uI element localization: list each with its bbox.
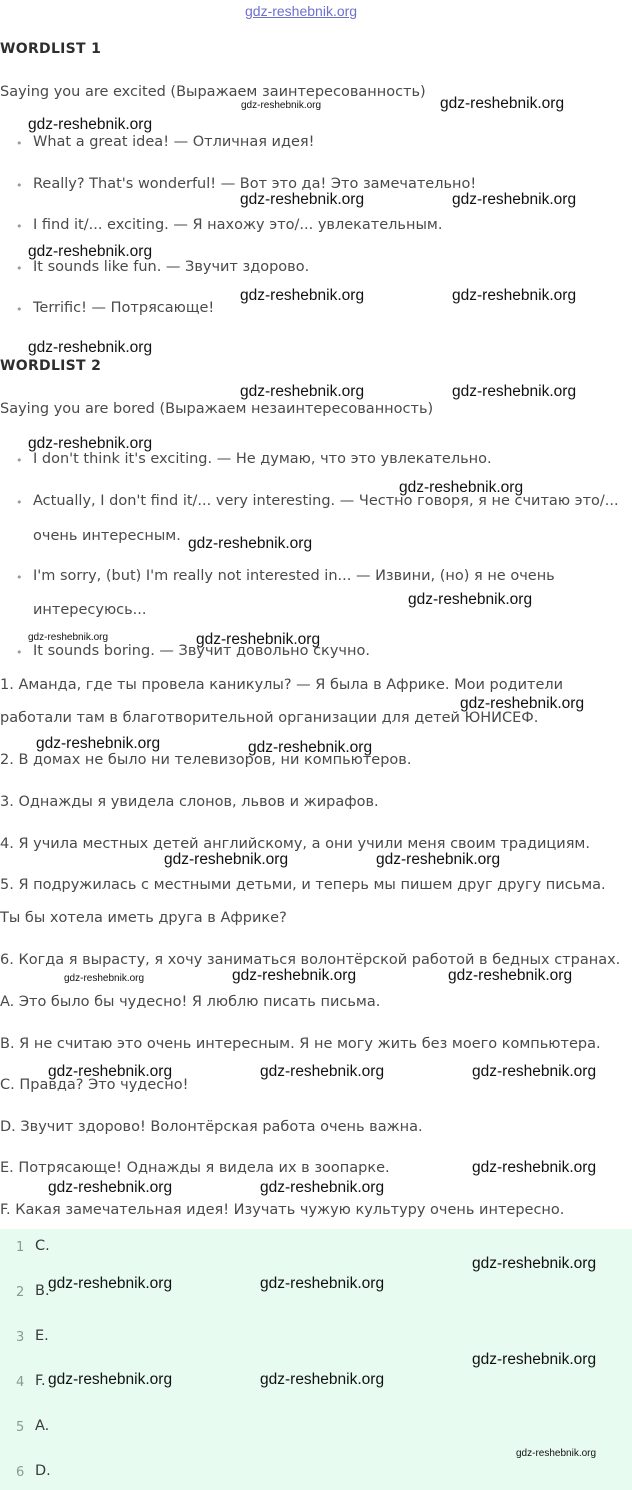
watermark: gdz-reshebnik.org	[260, 1063, 385, 1080]
wordlist2-item-continuation: интересуюсь...	[33, 602, 147, 618]
dialogue-line: 3. Однажды я увидела слонов, львов и жирафов.	[0, 794, 379, 810]
watermark: gdz-reshebnik.org	[472, 1351, 597, 1368]
option-f: F. Какая замечательная идея! Изучать чужую культуру очень интересно.	[0, 1202, 565, 1218]
wordlist2-item: • It sounds boring. — Звучит довольно скучно.	[16, 643, 370, 659]
option-a: A. Это было бы чудесно! Я люблю писать письма.	[0, 994, 381, 1010]
answer-number: 2	[16, 1285, 25, 1300]
watermark: gdz-reshebnik.org	[260, 1275, 385, 1292]
answer-number: 5	[16, 1420, 25, 1435]
watermark: gdz-reshebnik.org	[240, 383, 365, 400]
dialogue-line: 2. В домах не было ни телевизоров, ни компьютеров.	[0, 752, 412, 768]
watermark: gdz-reshebnik.org	[452, 383, 577, 400]
option-b: B. Я не считаю это очень интересным. Я не могу жить без моего компьютера.	[0, 1036, 601, 1052]
dialogue-line: 1. Аманда, где ты провела каникулы? — Я была в Африке. Мои родители	[0, 677, 564, 693]
watermark: gdz-reshebnik.org	[164, 851, 289, 868]
site-title[interactable]: gdz-reshebnik.org	[245, 3, 358, 19]
watermark: gdz-reshebnik.org	[28, 339, 153, 356]
answer-number: 6	[16, 1465, 25, 1480]
watermark: gdz-reshebnik.org	[28, 435, 153, 452]
option-e: E. Потрясающе! Однажды я видела их в зоопарке.	[0, 1160, 390, 1176]
watermark: gdz-reshebnik.org	[196, 631, 321, 648]
dialogue-line: Ты бы хотела иметь друга в Африке?	[0, 910, 287, 926]
dialogue-line: 4. Я учила местных детей английскому, а они учили меня своим традициям.	[0, 836, 590, 852]
wordlist2-item: • I'm sorry, (but) I'm really not interested in... — Извини, (но) я не очень	[16, 568, 555, 584]
watermark: gdz-reshebnik.org	[472, 1063, 597, 1080]
option-c: C. Правда? Это чудесно!	[0, 1077, 189, 1093]
watermark: gdz-reshebnik.org	[48, 1371, 173, 1388]
answer-value: D.	[35, 1463, 51, 1479]
watermark: gdz-reshebnik.org	[260, 1371, 385, 1388]
wordlist2-item: • I don't think it's exciting. — Не думаю, что это увлекательно.	[16, 451, 492, 467]
watermark: gdz-reshebnik.org	[408, 591, 533, 608]
wordlist1-item: • I find it/... exciting. — Я нахожу это/... увлекательным.	[16, 217, 442, 233]
answer-number: 3	[16, 1330, 25, 1345]
watermark: gdz-reshebnik.org	[28, 632, 109, 643]
watermark: gdz-reshebnik.org	[28, 116, 153, 133]
answer-number: 1	[16, 1240, 25, 1255]
watermark: gdz-reshebnik.org	[36, 735, 161, 752]
watermark: gdz-reshebnik.org	[452, 191, 577, 208]
dialogue-line: 5. Я подружилась с местными детьми, и теперь мы пишем друг другу письма.	[0, 877, 606, 893]
wordlist1-subtitle: Saying you are excited (Выражаем заинтересованность)	[0, 84, 426, 100]
wordlist2-heading: WORDLIST 2	[0, 358, 102, 374]
watermark: gdz-reshebnik.org	[516, 1448, 597, 1459]
wordlist1-heading: WORDLIST 1	[0, 41, 102, 57]
watermark: gdz-reshebnik.org	[232, 967, 357, 984]
watermark: gdz-reshebnik.org	[452, 287, 577, 304]
option-d: D. Звучит здорово! Волонтёрская работа очень важна.	[0, 1119, 423, 1135]
watermark: gdz-reshebnik.org	[188, 535, 313, 552]
watermark: gdz-reshebnik.org	[260, 1179, 385, 1196]
watermark: gdz-reshebnik.org	[241, 100, 322, 111]
watermark: gdz-reshebnik.org	[48, 1179, 173, 1196]
dialogue-line: 6. Когда я вырасту, я хочу заниматься волонтёрской работой в бедных странах.	[0, 952, 621, 968]
watermark: gdz-reshebnik.org	[48, 1275, 173, 1292]
dialogue-line: работали там в благотворительной организации для детей ЮНИСЕФ.	[0, 710, 539, 726]
watermark: gdz-reshebnik.org	[460, 695, 585, 712]
watermark: gdz-reshebnik.org	[248, 739, 373, 756]
answer-value: A.	[35, 1418, 50, 1434]
answer-value: F.	[35, 1373, 46, 1389]
watermark: gdz-reshebnik.org	[64, 973, 145, 984]
wordlist2-subtitle: Saying you are bored (Выражаем незаинтересованность)	[0, 401, 434, 417]
wordlist2-item-continuation: очень интересным.	[33, 528, 181, 544]
answer-value: B.	[35, 1283, 50, 1299]
answer-value: E.	[35, 1328, 49, 1344]
wordlist1-item: • Terrific! — Потрясающе!	[16, 300, 214, 316]
watermark: gdz-reshebnik.org	[472, 1159, 597, 1176]
watermark: gdz-reshebnik.org	[240, 287, 365, 304]
watermark: gdz-reshebnik.org	[440, 95, 565, 112]
wordlist2-item: • Actually, I don't find it/... very interesting. — Честно говоря, я не считаю это/...	[16, 493, 619, 509]
answer-number: 4	[16, 1375, 25, 1390]
wordlist1-item: • What a great idea! — Отличная идея!	[16, 134, 314, 150]
watermark: gdz-reshebnik.org	[448, 967, 573, 984]
watermark: gdz-reshebnik.org	[376, 851, 501, 868]
watermark: gdz-reshebnik.org	[28, 243, 153, 260]
watermark: gdz-reshebnik.org	[472, 1255, 597, 1272]
watermark: gdz-reshebnik.org	[48, 1063, 173, 1080]
watermark: gdz-reshebnik.org	[399, 479, 524, 496]
watermark: gdz-reshebnik.org	[240, 191, 365, 208]
answer-value: C.	[35, 1238, 50, 1254]
wordlist1-item: • Really? That's wonderful! — Вот это да! Это замечательно!	[16, 176, 476, 192]
wordlist1-item: • It sounds like fun. — Звучит здорово.	[16, 259, 309, 275]
